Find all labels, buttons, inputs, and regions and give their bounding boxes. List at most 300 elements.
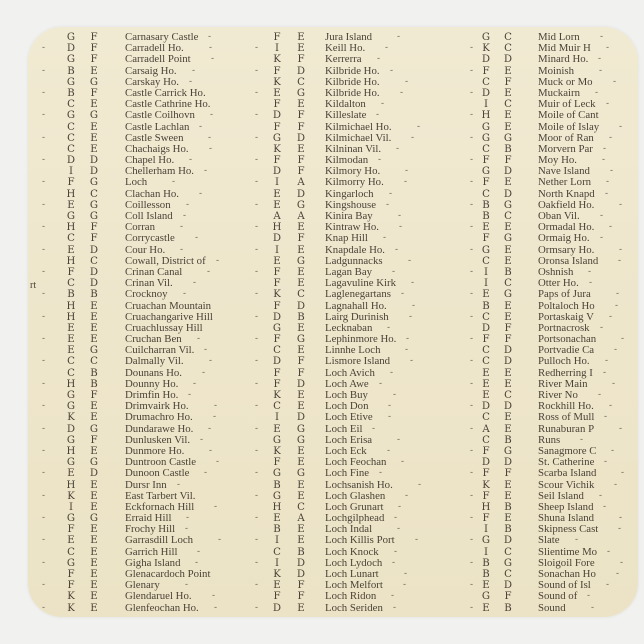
grid-letter-2: G <box>89 177 99 189</box>
place-name: Kintraw Ho. <box>325 221 379 234</box>
grid-letter-1: G <box>272 132 282 144</box>
leader-dash: - <box>404 569 408 579</box>
place-name: Castle Coilhovn <box>125 109 195 122</box>
grid-letter-2: D <box>503 166 513 178</box>
grid-letter-1: F <box>482 490 490 502</box>
leader-dash: - <box>604 457 608 468</box>
grid-letter-2: E <box>297 266 305 278</box>
index-entry <box>456 301 638 312</box>
leader-dash: - <box>470 378 474 389</box>
leader-dash: - <box>391 591 395 602</box>
leader-dash: - <box>600 32 604 42</box>
place-name: Otter Ho. <box>538 277 579 290</box>
leader-dash: - <box>417 121 421 132</box>
grid-letter-2: D <box>296 65 306 77</box>
grid-letter-2: G <box>296 468 306 480</box>
grid-letter-1: B <box>67 65 75 77</box>
margin-text-fragment: rt <box>30 280 37 291</box>
place-name: Kilmory Ho. <box>325 165 381 178</box>
leader-dash: - <box>405 345 409 356</box>
leader-dash: - <box>213 412 217 423</box>
leader-dash: - <box>42 513 46 524</box>
grid-letter-1: B <box>273 479 281 491</box>
place-name: Carradell Point <box>125 53 191 66</box>
place-name: River No <box>538 389 578 401</box>
grid-letter-1: H <box>272 222 282 234</box>
place-name: Redherring I <box>538 366 593 379</box>
grid-letter-2: E <box>90 490 98 502</box>
place-name: Lismore Island <box>325 355 391 368</box>
grid-letter-2: G <box>89 457 99 469</box>
leader-dash: - <box>606 177 610 188</box>
leader-dash: - <box>42 311 46 322</box>
grid-letter-1: D <box>272 311 282 323</box>
place-name: Sound <box>538 601 566 614</box>
place-name: Crocknoy <box>125 288 168 301</box>
leader-dash: - <box>614 345 618 356</box>
index-entry <box>28 535 233 546</box>
grid-letter-2: E <box>297 479 305 491</box>
leader-dash: - <box>199 188 203 199</box>
place-name: Loch Knock <box>325 545 379 558</box>
grid-letter-2: B <box>90 289 98 301</box>
grid-letter-1: I <box>68 501 74 513</box>
grid-letter-1: F <box>273 334 281 346</box>
leader-dash: - <box>199 121 203 132</box>
place-name: Ormadal Ho. <box>538 221 595 234</box>
leader-dash: - <box>411 132 415 143</box>
grid-letter-2: E <box>504 300 512 312</box>
grid-letter-1: E <box>67 345 75 357</box>
grid-letter-1: D <box>66 423 76 435</box>
grid-letter-2: E <box>90 445 98 457</box>
leader-dash: - <box>393 390 397 400</box>
leader-dash: - <box>255 65 259 76</box>
grid-letter-2: G <box>89 345 99 357</box>
place-name: Lairg Durinish <box>325 310 389 323</box>
grid-letter-1: K <box>273 445 281 457</box>
place-name: Crinan Canal <box>125 265 183 278</box>
place-name: Kilninan Vil. <box>325 142 382 155</box>
grid-letter-1: F <box>67 266 75 278</box>
grid-letter-2: D <box>503 401 513 413</box>
leader-dash: - <box>399 222 403 233</box>
grid-letter-1: G <box>66 434 76 446</box>
place-name: Loch Glashen <box>325 489 386 502</box>
place-name: Muckairn <box>538 86 580 99</box>
grid-letter-1: I <box>483 278 489 290</box>
leader-dash: - <box>381 99 385 110</box>
leader-dash: - <box>619 423 623 434</box>
grid-letter-1: F <box>273 155 281 167</box>
place-name: Loch <box>125 176 148 189</box>
place-name: Sanagmore C <box>538 444 597 457</box>
grid-letter-1: D <box>272 602 282 614</box>
index-entry <box>456 122 638 133</box>
place-name: Crinan Vil. <box>125 277 173 290</box>
place-name: Muir of Leck <box>538 98 596 111</box>
leader-dash: - <box>390 65 394 76</box>
leader-dash: - <box>470 311 474 322</box>
leader-dash: - <box>255 580 259 591</box>
place-name: Oshnish <box>538 265 574 278</box>
grid-letter-2: F <box>90 233 98 245</box>
leader-dash: - <box>470 110 474 121</box>
grid-letter-1: C <box>67 367 75 379</box>
grid-letter-2: E <box>90 557 98 569</box>
grid-letter-2: E <box>297 43 305 55</box>
place-name: Kerrerra <box>325 53 362 66</box>
grid-letter-1: F <box>273 591 281 603</box>
grid-letter-2: F <box>297 54 305 66</box>
leader-dash: - <box>211 54 215 65</box>
leader-dash: - <box>470 602 474 613</box>
leader-dash: - <box>42 43 46 54</box>
leader-dash: - <box>197 546 201 557</box>
leader-dash: - <box>603 501 607 512</box>
grid-letter-2: G <box>89 211 99 222</box>
leader-dash: - <box>412 300 416 311</box>
leader-dash: - <box>192 65 196 76</box>
grid-letter-1: E <box>67 322 75 334</box>
grid-letter-1: F <box>273 278 281 290</box>
leader-dash: - <box>607 546 611 557</box>
leader-dash: - <box>409 311 413 322</box>
place-name: Loch Erisa <box>325 433 373 446</box>
grid-letter-1: F <box>67 569 75 580</box>
grid-letter-2: G <box>89 110 99 122</box>
leader-dash: - <box>394 513 398 524</box>
place-name: Carskay Ho. <box>125 75 179 88</box>
grid-letter-2: F <box>297 110 305 122</box>
leader-dash: - <box>616 289 620 300</box>
place-name: Dundarawe Ho. <box>125 422 194 435</box>
place-name: Loch Avich <box>325 366 375 379</box>
leader-dash: - <box>195 557 199 568</box>
leader-dash: - <box>42 334 46 345</box>
grid-letter-1: E <box>482 378 490 390</box>
grid-letter-2: E <box>504 87 512 99</box>
place-name: Loch Fine <box>325 467 370 480</box>
place-name: Portnacrosk <box>538 321 590 334</box>
leader-dash: - <box>200 434 204 445</box>
leader-dash: - <box>408 255 412 266</box>
index-entry <box>28 591 233 602</box>
leader-dash: - <box>470 43 474 54</box>
grid-letter-2: B <box>504 434 512 446</box>
place-name: Moile of Islay <box>538 120 600 133</box>
index-entry <box>241 289 451 300</box>
grid-letter-2: E <box>90 121 98 133</box>
grid-letter-2: D <box>503 580 513 592</box>
place-name: Mid Muir H <box>538 42 591 55</box>
leader-dash: - <box>401 289 405 300</box>
grid-letter-1: G <box>66 457 76 469</box>
grid-letter-2: F <box>297 367 305 379</box>
place-name: Chellerham Ho. <box>125 165 194 178</box>
grid-letter-2: E <box>90 412 98 424</box>
place-name: Sheep Island <box>538 500 594 513</box>
grid-letter-2: G <box>296 87 306 99</box>
leader-dash: - <box>470 557 474 568</box>
grid-letter-2: E <box>90 535 98 547</box>
grid-letter-1: E <box>273 255 281 267</box>
leader-dash: - <box>587 591 591 602</box>
grid-letter-1: H <box>66 188 76 200</box>
leader-dash: - <box>470 289 474 300</box>
grid-letter-1: G <box>481 121 491 133</box>
grid-letter-1: F <box>273 65 281 77</box>
grid-letter-1: G <box>66 32 76 43</box>
grid-letter-1: B <box>482 199 490 211</box>
grid-letter-2: G <box>296 255 306 267</box>
grid-letter-1: C <box>482 255 490 267</box>
grid-letter-2: D <box>503 188 513 200</box>
grid-letter-1: B <box>482 300 490 312</box>
place-name: Dounny Ho. <box>125 377 179 390</box>
place-name: Knapdale Ho. <box>325 243 385 256</box>
place-name: Sound of <box>538 590 578 603</box>
gazetteer-index-page <box>28 27 638 617</box>
place-name: Keill Ho. <box>325 42 366 55</box>
grid-letter-2: C <box>504 569 512 580</box>
grid-letter-1: C <box>482 311 490 323</box>
grid-letter-1: B <box>482 211 490 222</box>
leader-dash: - <box>183 211 187 221</box>
leader-dash: - <box>255 423 259 434</box>
grid-letter-1: C <box>482 76 490 88</box>
leader-dash: - <box>202 367 206 378</box>
grid-letter-1: K <box>273 390 281 401</box>
grid-letter-1: C <box>67 132 75 144</box>
grid-letter-2: E <box>90 311 98 323</box>
grid-letter-2: C <box>504 32 512 43</box>
place-name: Moinish <box>538 64 574 77</box>
leader-dash: - <box>470 356 474 367</box>
leader-dash: - <box>397 434 401 445</box>
index-entry <box>241 356 451 367</box>
grid-letter-1: F <box>482 233 490 245</box>
leader-dash: - <box>42 244 46 255</box>
index-entry <box>28 356 233 367</box>
grid-letter-2: F <box>90 222 98 234</box>
grid-letter-1: K <box>273 54 281 66</box>
place-name: Skipness Cast <box>538 523 599 536</box>
index-entry <box>456 54 638 65</box>
grid-letter-1: K <box>273 76 281 88</box>
grid-letter-1: H <box>66 479 76 491</box>
grid-letter-2: F <box>504 591 512 603</box>
grid-letter-2: B <box>504 266 512 278</box>
leader-dash: - <box>255 155 259 166</box>
leader-dash: - <box>397 32 401 42</box>
grid-letter-1: I <box>483 99 489 111</box>
grid-letter-2: E <box>504 378 512 390</box>
grid-letter-2: C <box>504 43 512 55</box>
leader-dash: - <box>598 390 602 400</box>
grid-letter-2: E <box>297 490 305 502</box>
leader-dash: - <box>398 211 402 221</box>
index-entry <box>241 54 451 65</box>
grid-letter-1: B <box>482 569 490 580</box>
leader-dash: - <box>42 468 46 479</box>
grid-letter-1: B <box>273 524 281 536</box>
place-name: Poltaloch Ho <box>538 299 595 312</box>
grid-letter-1: C <box>67 99 75 111</box>
grid-letter-1: I <box>483 524 489 536</box>
leader-dash: - <box>372 423 376 434</box>
leader-dash: - <box>177 479 181 490</box>
place-name: Ross of Mull <box>538 411 595 424</box>
place-name: Dunoon Castle <box>125 467 190 480</box>
index-entry <box>456 233 638 244</box>
grid-letter-1: F <box>482 155 490 167</box>
leader-dash: - <box>42 445 46 456</box>
leader-dash: - <box>470 401 474 412</box>
leader-dash: - <box>385 43 389 54</box>
place-name: Glenfeochan Ho. <box>125 601 199 614</box>
grid-letter-1: K <box>482 43 490 55</box>
place-name: Killeslate <box>325 109 367 122</box>
leader-dash: - <box>255 87 259 98</box>
place-name: Garrasdill Loch <box>125 534 194 547</box>
place-name: Scour Vichik <box>538 478 595 491</box>
grid-letter-2: G <box>89 513 99 525</box>
leader-dash: - <box>209 356 213 367</box>
leader-dash: - <box>208 423 212 434</box>
leader-dash: - <box>396 143 400 154</box>
leader-dash: - <box>387 445 391 456</box>
leader-dash: - <box>189 155 193 166</box>
place-name: Eckfornach Hill <box>125 500 195 513</box>
leader-dash: - <box>405 166 409 177</box>
leader-dash: - <box>401 457 405 468</box>
grid-letter-2: D <box>296 132 306 144</box>
grid-letter-2: F <box>504 468 512 480</box>
grid-letter-2: B <box>504 602 512 614</box>
grid-letter-2: E <box>504 423 512 435</box>
leader-dash: - <box>609 311 613 322</box>
leader-dash: - <box>208 132 212 143</box>
leader-dash: - <box>470 244 474 255</box>
grid-letter-1: E <box>273 199 281 211</box>
place-name: Ladgunnacks <box>325 254 383 267</box>
leader-dash: - <box>208 32 212 42</box>
leader-dash: - <box>193 378 197 389</box>
place-name: Oakfield Ho. <box>538 198 595 211</box>
leader-dash: - <box>470 132 474 143</box>
grid-letter-2: E <box>90 501 98 513</box>
grid-letter-2: F <box>297 356 305 368</box>
leader-dash: - <box>255 177 259 188</box>
leader-dash: - <box>405 490 409 501</box>
place-name: Rockhill Ho. <box>538 400 594 413</box>
grid-letter-1: I <box>274 412 280 424</box>
leader-dash: - <box>470 334 474 345</box>
grid-letter-1: G <box>272 434 282 446</box>
place-name: Sloigoil Fore <box>538 556 595 569</box>
leader-dash: - <box>619 244 623 255</box>
index-entry <box>241 233 451 244</box>
place-name: Carnasary Castle <box>125 31 199 43</box>
leader-dash: - <box>600 233 604 244</box>
grid-letter-2: E <box>297 322 305 334</box>
index-entry <box>241 535 451 546</box>
place-name: Knap Hill <box>325 232 368 245</box>
leader-dash: - <box>204 468 208 479</box>
grid-letter-1: E <box>273 513 281 525</box>
leader-dash: - <box>379 468 383 479</box>
place-name: Dunlusken Vil. <box>125 433 191 446</box>
grid-letter-2: E <box>297 524 305 536</box>
grid-letter-2: D <box>503 54 513 66</box>
leader-dash: - <box>204 345 208 356</box>
grid-letter-2: D <box>296 569 306 580</box>
grid-letter-2: G <box>296 334 306 346</box>
grid-letter-1: H <box>481 501 491 513</box>
grid-letter-2: E <box>297 222 305 234</box>
grid-letter-1: K <box>67 602 75 614</box>
grid-letter-1: B <box>482 557 490 569</box>
place-name: Kingarloch <box>325 187 374 200</box>
grid-letter-1: K <box>273 143 281 155</box>
grid-letter-2: E <box>504 367 512 379</box>
grid-letter-2: C <box>297 76 305 88</box>
leader-dash: - <box>42 132 46 143</box>
grid-letter-2: B <box>90 378 98 390</box>
place-name: Sound of Isl <box>538 579 591 592</box>
place-name: Loch Lydoch <box>325 556 383 569</box>
grid-letter-1: D <box>66 43 76 55</box>
grid-letter-2: E <box>504 311 512 323</box>
grid-letter-2: E <box>297 535 305 547</box>
grid-letter-2: F <box>297 166 305 178</box>
index-entry <box>456 468 638 479</box>
leader-dash: - <box>603 143 607 154</box>
leader-dash: - <box>621 334 625 345</box>
leader-dash: - <box>405 76 409 87</box>
leader-dash: - <box>42 222 46 233</box>
place-name: Ormaig Ho. <box>538 232 590 245</box>
place-name: Frochy Hill <box>125 523 176 536</box>
index-entry <box>28 301 233 312</box>
grid-letter-2: E <box>90 99 98 111</box>
place-name: Lagnahall Ho. <box>325 299 387 312</box>
place-name: Lagan Bay <box>325 265 373 278</box>
leader-dash: - <box>42 423 46 434</box>
place-name: Nether Lorn <box>538 176 592 189</box>
place-name: Portvadie Ca <box>538 344 595 357</box>
place-name: Linnhe Loch <box>325 344 381 357</box>
leader-dash: - <box>621 468 625 479</box>
leader-dash: - <box>183 289 187 300</box>
grid-letter-1: G <box>66 390 76 401</box>
leader-dash: - <box>411 278 415 289</box>
leader-dash: - <box>470 513 474 524</box>
grid-letter-2: F <box>504 76 512 88</box>
place-name: Moile of Cant <box>538 109 599 122</box>
leader-dash: - <box>42 490 46 501</box>
grid-letter-2: D <box>89 244 99 256</box>
grid-letter-1: F <box>273 121 281 133</box>
grid-letter-1: G <box>66 110 76 122</box>
leader-dash: - <box>42 557 46 568</box>
index-entry <box>456 356 638 367</box>
index-entry <box>241 603 451 614</box>
place-name: Cuilcharran Vil. <box>125 344 195 357</box>
grid-letter-1: C <box>273 546 281 558</box>
place-name: Runs <box>538 433 561 446</box>
